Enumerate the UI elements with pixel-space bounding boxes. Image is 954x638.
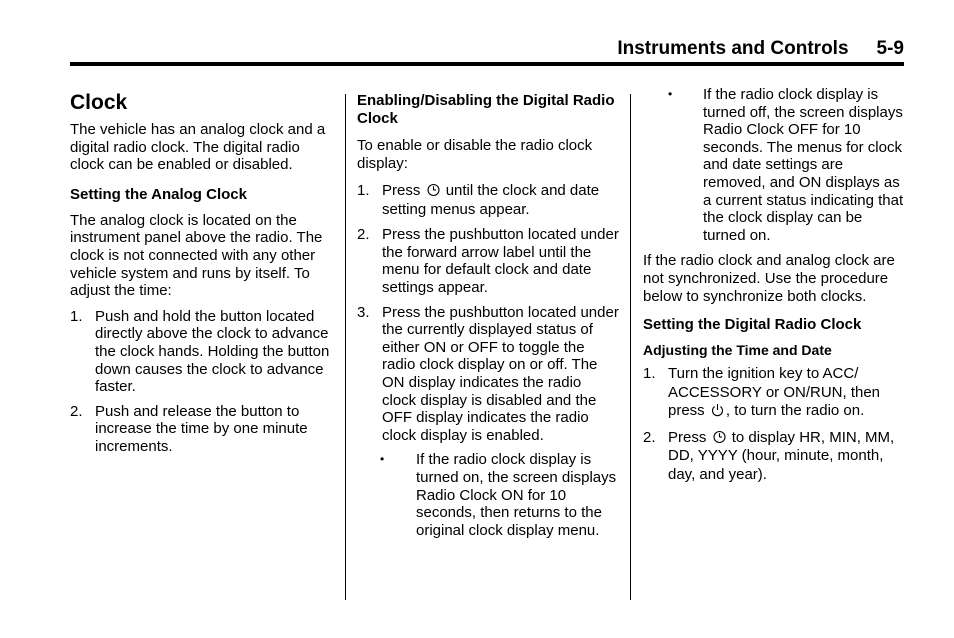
column-2 xyxy=(357,92,619,539)
page-header xyxy=(70,38,904,62)
analog-step-2 xyxy=(70,403,332,456)
analog-clock-heading: Setting the Analog Clock xyxy=(70,185,247,203)
sync-text: If the radio clock and analog clock are not synchronized. Use the procedure below to synchronize both clocks. xyxy=(643,252,895,305)
column-3 xyxy=(643,86,905,484)
section-title: Instruments and Controls xyxy=(617,38,849,59)
analog-clock-intro: The analog clock is located on the instrument panel above the radio. The clock is not connected with any other vehicle system and runs by itself. To adjust the time: xyxy=(70,211,323,300)
digital-clock-heading: Setting the Digital Radio Clock xyxy=(643,316,862,334)
bullet-text: If the radio clock display is turned on, the screen displays Radio Clock ON for 10 seconds, then returns to the original clock display menu. xyxy=(416,451,617,539)
step-number: 1. xyxy=(643,365,656,383)
clock-intro: The vehicle has an analog clock and a digital radio clock. The digital radio clock can be enabled or disabled. xyxy=(70,121,326,174)
step-number: 1. xyxy=(70,307,83,325)
enable-disable-intro: To enable or disable the radio clock display: xyxy=(357,137,593,172)
step-number: 2. xyxy=(643,428,656,446)
digital-step-2 xyxy=(643,429,905,485)
clock-icon xyxy=(427,182,440,197)
step-text: Press the pushbutton located under the currently displayed status of either ON or OFF to toggle the radio clock display on or off. The ON display indicates the radio clock display is disabled and the OFF display indicates the radio clock display is enabled. xyxy=(382,303,619,444)
header-rule xyxy=(70,62,904,66)
step-text: Push and hold the button located directly above the clock to advance the clock hands. Holding the button down causes the clock to advance faster. xyxy=(95,307,330,396)
step-number: 1. xyxy=(357,182,370,200)
clock-title: Clock xyxy=(70,91,128,114)
bullet-mark: • xyxy=(668,87,673,101)
step-text-post: to display HR, MIN, MM, DD, YYYY (hour, minute, month, day, and year). xyxy=(668,428,895,483)
column-divider-2 xyxy=(630,94,631,600)
column-divider-1 xyxy=(345,94,346,600)
enable-step-2 xyxy=(357,226,619,296)
power-icon xyxy=(711,402,724,417)
step-text: Push and release the button to increase the time by one minute increments. xyxy=(95,402,308,455)
step-text-pre: Press xyxy=(382,182,421,200)
step-text-post: , to turn the radio on. xyxy=(725,402,865,420)
bullet-item-2 xyxy=(668,86,905,244)
step-text-pre: Press xyxy=(668,428,707,446)
bullet-text: If the radio clock display is turned off, the screen displays Radio Clock OFF for 10 seconds. The menus for clock and date settings are removed, and ON displays as a current status indicating that the clock display can be turned on. xyxy=(703,86,904,244)
clock-icon xyxy=(713,429,726,444)
enable-step-3 xyxy=(357,304,619,445)
enable-step-1 xyxy=(357,181,619,219)
enable-disable-heading: Enabling/Disabling the Digital Radio Clock xyxy=(357,92,615,127)
step-text-pre: Turn the ignition key to ACC/ ACCESSORY or ON/RUN, then press xyxy=(668,365,881,420)
step-number: 2. xyxy=(70,402,83,420)
column-1 xyxy=(70,121,332,456)
analog-step-1 xyxy=(70,308,332,396)
page-number: 5-9 xyxy=(876,38,904,59)
header-text xyxy=(617,38,904,60)
step-text: Press the pushbutton located under the forward arrow label until the menu for default clock and date settings appear. xyxy=(382,226,619,296)
adjust-heading: Adjusting the Time and Date xyxy=(643,342,832,359)
digital-step-1 xyxy=(643,365,905,421)
bullet-item-1 xyxy=(380,451,619,539)
step-text-post: until the clock and date setting menus appear. xyxy=(382,182,600,219)
step-number: 3. xyxy=(357,303,370,321)
step-number: 2. xyxy=(357,226,370,244)
bullet-mark: • xyxy=(380,452,385,467)
